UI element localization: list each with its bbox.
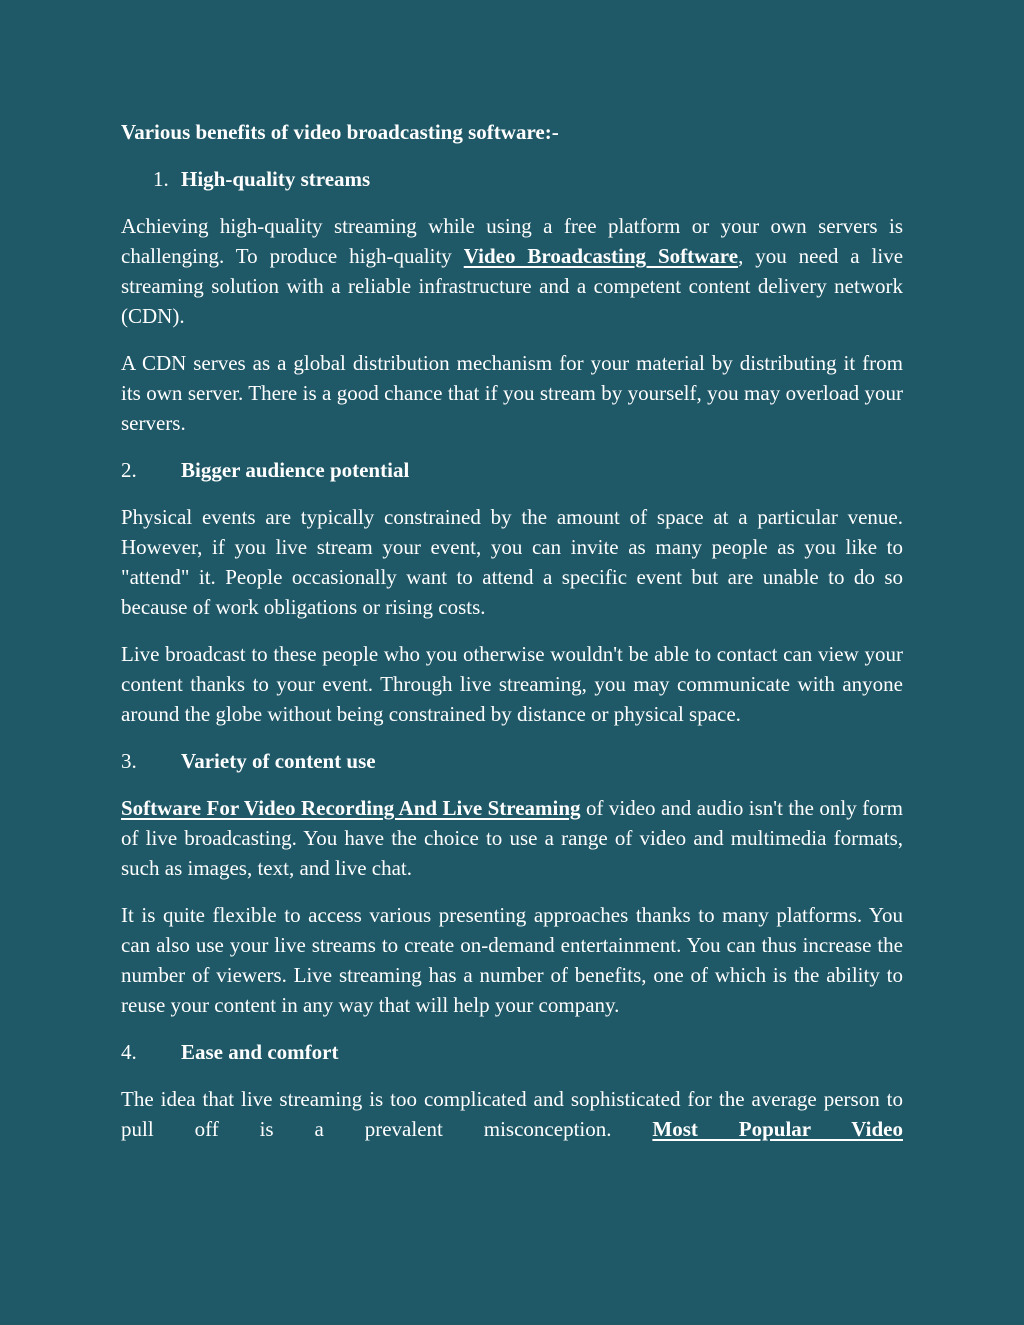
document-body: [121, 117, 903, 1161]
paragraph: A CDN serves as a global distribution mechanism for your material by distributing it from its own server. There is a good chance that if you stream by yourself, you may overload your servers.: [121, 351, 903, 435]
section-title: High-quality streams: [181, 167, 371, 191]
section-heading-high-quality-streams: [121, 164, 903, 194]
paragraph: It is quite flexible to access various presenting approaches thanks to many platforms. You can also use your live streams to create on-demand entertainment. You can thus increase the number of viewers. Live streaming has a number of benefits, one of which is the ability to reuse your content in any way that will help your company.: [121, 903, 903, 1017]
section-number: 2.: [121, 458, 137, 482]
document-heading: Various benefits of video broadcasting software:-: [121, 120, 559, 144]
section-number: 3.: [121, 749, 137, 773]
paragraph-text: The idea that live streaming is too complicated and sophisticated for the average person to pull off is a prevalent misconception.: [121, 1087, 903, 1141]
paragraph: [121, 793, 903, 883]
paragraph-text: of video and audio isn't the only form of live broadcasting. You have the choice to use a range of video and multimedia formats, such as images, text, and live chat.: [121, 796, 903, 880]
video-broadcasting-software-link[interactable]: Video Broadcasting Software: [463, 244, 739, 268]
section-number: 1.: [153, 167, 169, 191]
paragraph: [121, 211, 903, 331]
most-popular-video-link[interactable]: Most Popular Video: [652, 1117, 903, 1141]
section-number: 4.: [121, 1040, 137, 1064]
paragraph: Physical events are typically constrained by the amount of space at a particular venue. However, if you live stream your event, you can invite as many people as you like to "attend" it. People occasionally want to attend a specific event but are unable to do so because of work obligations or rising costs.: [121, 505, 903, 619]
section-heading-variety-of-content-use: [121, 746, 903, 776]
paragraph-text: , you need a live streaming solution with a reliable infrastructure and a competent content delivery network (CDN).: [121, 244, 904, 328]
paragraph: [121, 1084, 903, 1144]
section-title: Bigger audience potential: [181, 458, 410, 482]
paragraph-text: Achieving high-quality streaming while using a free platform or your own servers is challenging. To produce high-quality: [121, 214, 903, 268]
section-heading-bigger-audience-potential: [121, 455, 903, 485]
paragraph: Live broadcast to these people who you otherwise wouldn't be able to contact can view your content thanks to your event. Through live streaming, you may communicate with anyone around the globe without being constrained by distance or physical space.: [121, 642, 903, 726]
section-heading-ease-and-comfort: [121, 1037, 903, 1067]
section-title: Variety of content use: [181, 749, 376, 773]
section-title: Ease and comfort: [181, 1040, 339, 1064]
software-for-video-recording-link[interactable]: Software For Video Recording And Live Streaming: [121, 796, 581, 820]
